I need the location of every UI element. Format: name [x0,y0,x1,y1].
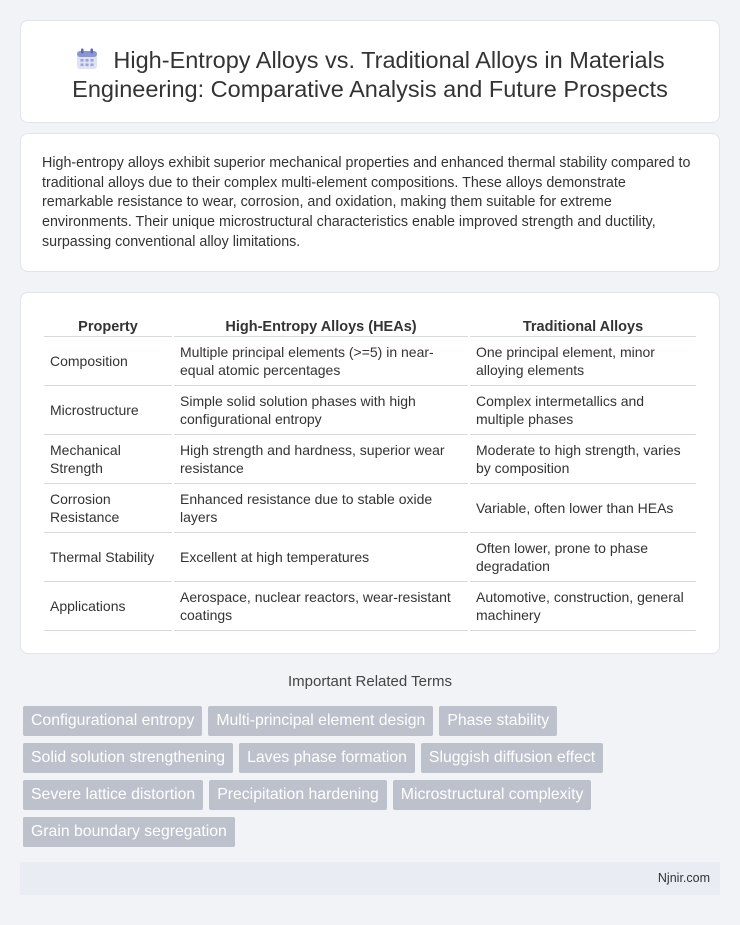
property-cell: Applications [44,582,172,631]
term-tag[interactable]: Solid solution strengthening [23,743,233,773]
table-row [44,435,696,484]
term-tag[interactable]: Multi-principal element design [208,706,433,736]
hea-cell: Multiple principal elements (>=5) in near-equal atomic percentages [174,337,468,386]
title-line-2: Engineering: Comparative Analysis and Future Prospects [72,76,668,102]
term-tag[interactable]: Severe lattice distortion [23,780,203,810]
traditional-cell: Moderate to high strength, varies by composition [470,435,696,484]
property-cell: Mechanical Strength [44,435,172,484]
term-tag[interactable]: Precipitation hardening [209,780,387,810]
title-line-1: High-Entropy Alloys vs. Traditional Alloys in Materials [113,47,665,73]
table-row [44,386,696,435]
table-row [44,582,696,631]
table-row [44,533,696,582]
header-property: Property [44,315,172,337]
term-tag[interactable]: Configurational entropy [23,706,202,736]
header-traditional: Traditional Alloys [470,315,696,337]
page-title [21,21,719,104]
comparison-table-card [20,292,720,654]
summary-card [20,133,720,272]
term-tag[interactable]: Grain boundary segregation [23,817,235,847]
related-terms-heading: Important Related Terms [288,673,452,690]
calendar-icon [75,47,99,71]
hea-cell: Simple solid solution phases with high configurational entropy [174,386,468,435]
comparison-table [42,315,698,631]
term-tag[interactable]: Sluggish diffusion effect [421,743,603,773]
hea-cell: Aerospace, nuclear reactors, wear-resistant coatings [174,582,468,631]
summary-text: High-entropy alloys exhibit superior mechanical properties and enhanced thermal stability compared to traditional alloys due to their complex multi-element compositions. These alloys demonstrate remarkable resistance to wear, corrosion, and oxidation, making them suitable for extreme environments. Their unique microstructural characteristics enable improved strength and ductility, surpassing conventional alloy limitations. [42,155,691,250]
traditional-cell: One principal element, minor alloying elements [470,337,696,386]
property-cell: Corrosion Resistance [44,484,172,533]
footer [20,862,720,895]
traditional-cell: Often lower, prone to phase degradation [470,533,696,582]
table-row [44,337,696,386]
related-terms-list [23,706,723,847]
hea-cell: High strength and hardness, superior wear resistance [174,435,468,484]
table-header-row [44,315,696,337]
header-heas: High-Entropy Alloys (HEAs) [174,315,468,337]
footer-site-link[interactable]: Njnir.com [657,871,710,885]
term-tag[interactable]: Phase stability [439,706,557,736]
traditional-cell: Automotive, construction, general machinery [470,582,696,631]
term-tag[interactable]: Laves phase formation [239,743,415,773]
term-tag[interactable]: Microstructural complexity [393,780,592,810]
property-cell: Microstructure [44,386,172,435]
property-cell: Thermal Stability [44,533,172,582]
traditional-cell: Variable, often lower than HEAs [470,484,696,533]
property-cell: Composition [44,337,172,386]
hea-cell: Excellent at high temperatures [174,533,468,582]
title-card [20,20,720,123]
hea-cell: Enhanced resistance due to stable oxide layers [174,484,468,533]
table-row [44,484,696,533]
traditional-cell: Complex intermetallics and multiple phases [470,386,696,435]
